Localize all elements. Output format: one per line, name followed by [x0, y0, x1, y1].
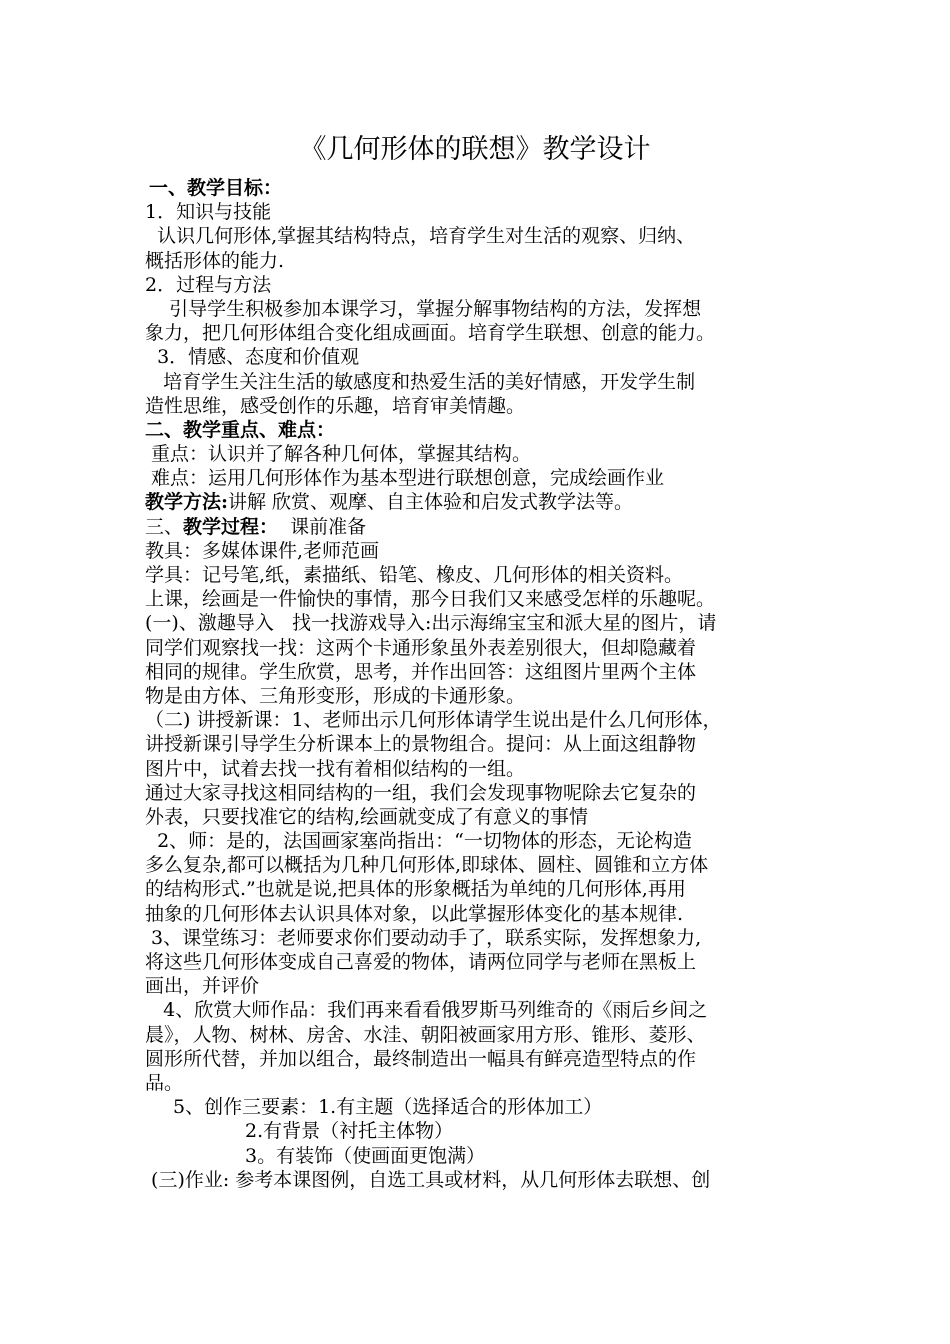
paragraph-line: 培育学生关注生活的敏感度和热爱生活的美好情感，开发学生制: [145, 370, 696, 393]
paragraph-line: 重点：认识并了解各种几何体，掌握其结构。: [145, 443, 532, 466]
paragraph-line: 讲授新课引导学生分析课本上的景物组合。提问：从上面这组静物: [145, 733, 697, 756]
paragraph-line: (一)、激趣导入 找一找游戏导入:出示海绵宝宝和派大星的图片，请: [145, 612, 717, 635]
paragraph-line: 2、师：是的，法国画家塞尚指出：“一切物体的形态，无论构造: [145, 830, 692, 853]
paragraph-line: 3、课堂练习：老师要求你们要动动手了，联系实际，发挥想象力,: [145, 926, 702, 949]
paragraph-line: 上课，绘画是一件愉快的事情，那今日我们又来感受怎样的乐趣呢。: [145, 588, 716, 611]
document-body: [145, 176, 825, 1192]
subheading-emotion-attitude: 3．情感、态度和价值观: [145, 346, 360, 369]
paragraph-line: 物是由方体、三角形变形，形成的卡通形象。: [145, 684, 526, 707]
creation-elements-line: 5、创作三要素：1.有主题（选择适合的形体加工）: [173, 1096, 603, 1119]
section-heading-process: [145, 515, 825, 539]
paragraph-line: 教具：多媒体课件,老师范画: [145, 539, 380, 562]
paragraph-line: 外表，只要找准它的结构,绘画就变成了有意义的事情: [145, 805, 589, 828]
paragraph-line: 学具：记号笔,纸，素描纸、铅笔、橡皮、几何形体的相关资料。: [145, 564, 684, 586]
paragraph-line: 品。: [145, 1071, 184, 1094]
section-number: 三、: [145, 515, 184, 538]
paragraph-line: 概括形体的能力.: [145, 249, 285, 272]
teaching-method-label: 教学方法:: [145, 491, 229, 514]
subheading-process-method: 2．过程与方法: [145, 273, 272, 296]
section-heading-objectives: 一、教学目标：: [149, 177, 283, 199]
paragraph-line: 圆形所代替，并加以组合，最终制造出一幅具有鲜亮造型特点的作: [145, 1047, 697, 1070]
subheading-knowledge-skills: 1．知识与技能: [145, 201, 272, 224]
paragraph-line: 图片中，试着去找一找有着相似结构的一组。: [145, 757, 526, 780]
creation-elements-line: 2.有背景（衬托主体物）: [245, 1120, 454, 1143]
document-title: 《几何形体的联想》教学设计: [299, 134, 651, 165]
teaching-method-text: 讲解 欣赏、观摩、自主体验和启发式教学法等。: [228, 491, 634, 514]
paragraph-line: 同学们观察找一找：这两个卡通形象虽外表差别很大，但却隐藏着: [145, 636, 697, 659]
paragraph-line: 难点：运用几何形体作为基本型进行联想创意，完成绘画作业: [145, 467, 665, 490]
paragraph-line: （二) 讲授新课：1、老师出示几何形体请学生说出是什么几何形体，: [145, 709, 722, 732]
paragraph-line: 认识几何形体,掌握其结构特点，培育学生对生活的观察、归纳、: [145, 225, 696, 248]
paragraph-line: 引导学生积极参加本课学习，掌握分解事物结构的方法，发挥想: [145, 297, 702, 320]
paragraph-line: 抽象的几何形体去认识具体对象，以此掌握形体变化的基本规律.: [145, 902, 684, 925]
process-label: 教学过程：: [183, 515, 279, 538]
paragraph-line: 晨》，人物、树林、房舍、水洼、朝阳被画家用方形、锥形、菱形、: [145, 1023, 706, 1046]
section-heading-key-points: 二、教学重点、难点：: [145, 418, 336, 441]
teaching-method-line: [145, 490, 825, 514]
paragraph-line: 画出，并评价: [145, 975, 260, 998]
paragraph-line: 相同的规律。学生欣赏，思考，并作出回答：这组图片里两个主体: [145, 660, 697, 683]
paragraph-line: 通过大家寻找这相同结构的一组，我们会发现事物呢除去它复杂的: [145, 781, 697, 804]
paragraph-line: 的结构形式.”也就是说,把具体的形象概括为单纯的几何形体,再用: [145, 878, 686, 901]
paragraph-line: 象力，把几何形体组合变化组成画面。培育学生联想、创意的能力。: [145, 322, 716, 345]
process-rest: 课前准备: [278, 515, 367, 538]
paragraph-line: 4、欣赏大师作品：我们再来看看俄罗斯马列维奇的《雨后乡间之: [145, 999, 708, 1022]
paragraph-line: 将这些几何形体变成自己喜爱的物体，请两位同学与老师在黑板上: [145, 951, 697, 973]
paragraph-line: 造性思维，感受创作的乐趣，培育审美情趣。: [145, 394, 526, 417]
creation-elements-line: 3。有装饰（使画面更饱满）: [245, 1144, 486, 1167]
paragraph-line: (三)作业: 参考本课图例，自选工具或材料，从几何形体去联想、创: [145, 1168, 711, 1191]
paragraph-line: 多么复杂,都可以概括为几种几何形体,即球体、圆柱、圆锥和立方体: [145, 854, 709, 877]
